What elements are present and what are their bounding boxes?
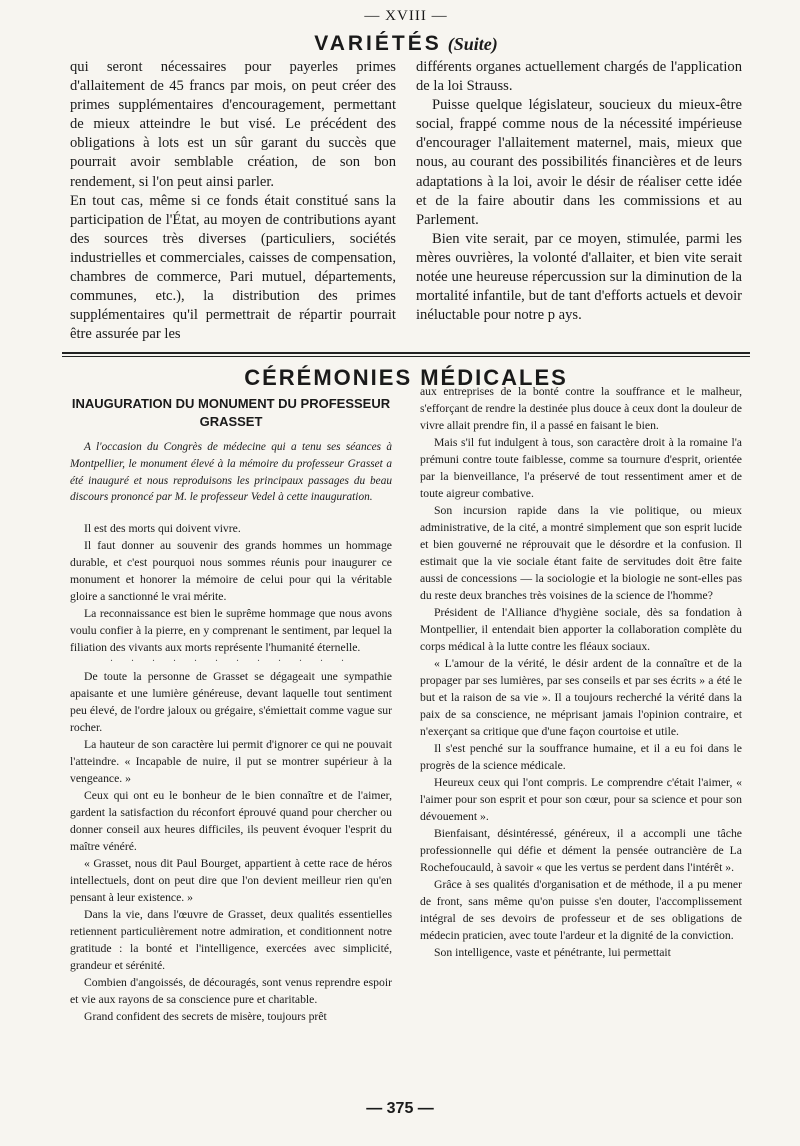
paragraph: Grâce à ses qualités d'organisation et de méthode, il a pu mener de front, sans même qu'on puisse s'en douter, l'accomplissement intégral de ses devoirs de professeur et de ses obligations de médecin praticien, avec toute l'ardeur et la dignité de la conviction.: [420, 878, 742, 943]
paragraph: Bienfaisant, désintéressé, généreux, il a accompli une tâche professionnelle qui défie et dément la pensée outrancière de La Rochefoucauld, à savoir « que les vertus se perdent dans l'intérêt ».: [420, 827, 742, 875]
paragraph: Puisse quelque législateur, soucieux du mieux-être social, frappé comme nous de la nécessité impérieuse d'encourager l'allaitement maternel, mais, mieux que nous, au courant des possibilités financières et de leurs adaptations à la loi, avoir le désir de réaliser cette idée et de la faire aboutir dans les commissions et au Parlement.: [416, 97, 742, 228]
paragraph: Mais s'il fut indulgent à tous, son caractère droit à la romaine l'a prémuni contre toute faiblesse, comme sa tournure d'esprit, orientée par la bienveillance, l'a préservé de tout ressentiment amer et de toute aigreur combative.: [420, 436, 742, 501]
varietes-columns: [70, 58, 742, 344]
paragraph: Dans la vie, dans l'œuvre de Grasset, deux qualités essentielles retiennent particulièrement notre admiration, et conditionnent notre gratitude : la bonté et l'intelligence, exercées avec simplicité, grandeur et sérénité.: [70, 907, 392, 972]
paragraph: En tout cas, même si ce fonds était constitué sans la participation de l'État, au moyen de contributions ayant des sources très diverses (particuliers, sociétés industrielles et commerciales, caisses de compensation, chambres de commerce, Pari mutuel, départements, communes, etc.), la distribution des primes supplémentaires qu'il permettrait de répartir pourrait être assurée par les: [70, 192, 396, 343]
dotted-separator: . . . . . . . . . . . .: [110, 652, 352, 664]
paragraph: Grand confident des secrets de misère, toujours prêt: [84, 1009, 327, 1023]
paragraph: « L'amour de la vérité, le désir ardent de la connaître et de la propager par ses lumières, par ses conseils et par ses écrits » a été le but et la raison de sa vie ». Il a toujours recherché la vérité dans la paix de sa conscience, ne méprisant jamais l'opinion contraire, et n'exerçant sa critique que d'une façon courtoise et utile.: [420, 657, 742, 739]
paragraph: Bien vite serait, par ce moyen, stimulée, parmi les mères ouvrières, la volonté d'allaiter, et bien vite serait notée une heureuse répercussion sur la diminution de la mortalité infantile, but de tant d'efforts actuels et devoir inéluctable pour notre p ays.: [416, 230, 742, 324]
paragraph: De toute la personne de Grasset se dégageait une sympathie apaisante et une lumière généreuse, devant laquelle tout sentiment peu élevé, de l'ordre jaloux ou grégaire, s'émiettait comme vague sur rocher.: [70, 669, 392, 734]
paragraph: différents organes actuellement chargés de l'application de la loi Strauss.: [416, 59, 742, 95]
ceremonies-right-column: [420, 383, 742, 1024]
paragraph: « Grasset, nous dit Paul Bourget, appartient à cette race de héros intellectuels, dont on peut dire que l'on devient meilleur rien qu'en pensant à leur existence. »: [70, 856, 392, 904]
section-suite: (Suite): [447, 34, 498, 54]
varietes-left-column: [70, 58, 396, 344]
paragraph: Son incursion rapide dans la vie politique, ou mieux administrative, de la cité, a montré simplement que son esprit lucide et bien gouverné ne réprouvait que le désordre et la confusion. Il estimait que la vie sociale étant faite de servitudes doit être faite aussi de concessions — la sociologie et la biologie ne sont-elles pas du reste deux branches très voisines de la science de l'homme?: [420, 504, 742, 603]
paragraph: Heureux ceux qui l'ont compris. Le comprendre c'était l'aimer, « l'aimer pour son esprit et pour son cœur, pour sa science et pour son dévouement ».: [420, 776, 742, 824]
paragraph: aux entreprises de la bonté contre la souffrance et le malheur, s'efforçant de rendre la destinée plus douce à ceux dont la douleur de vivre allait prendre fin, il a passé en faisant le bien.: [420, 385, 742, 433]
paragraph: La hauteur de son caractère lui permit d'ignorer ce qui ne pouvait l'atteindre. « Incapable de nuire, il put se montrer supérieur à la vengeance. »: [70, 737, 392, 785]
folio-header: — XVIII —: [364, 8, 448, 24]
section-title: VARIÉTÉS: [314, 32, 442, 55]
paragraph: Il s'est penché sur la souffrance humaine, et il a eu foi dans le progrès de la science médicale.: [420, 742, 742, 773]
paragraph: Combien d'angoissés, de découragés, sont venus reprendre espoir et vie aux rayons de sa conscience pure et charitable.: [70, 975, 392, 1006]
ceremonies-left-column: [70, 395, 392, 1024]
varietes-right-column: [416, 58, 742, 344]
paragraph: Ceux qui ont eu le bonheur de le bien connaître et de l'aimer, gardent la satisfaction du réconfort éprouvé quand pour chercher ou donner conseil aux heures difficiles, ils peuvent évoquer l'esprit du maître vénéré.: [70, 788, 392, 853]
article-intro: A l'occasion du Congrès de médecine qui a tenu ses séances à Montpellier, le monument élevé à la mémoire du professeur Grasset a été inauguré et nous reproduisons les principaux passages du beau discours prononcé par M. le professeur Vedel à cette inauguration.: [70, 441, 392, 504]
section-divider: [62, 352, 750, 357]
paragraph: qui seront nécessaires pour payerles primes d'allaitement de 45 francs par mois, on peut créer des primes supplémentaires d'encouragement, permettant de mieux atteindre le but visé. Le précédent des obligations à lots est un sûr garant du succès que pourrait avoir semblable création, de son bon rendement, si l'on peut ainsi parler.: [70, 59, 396, 190]
article-subtitle: INAUGURATION DU MONUMENT DU PROFESSEUR GRASSET: [71, 396, 391, 430]
paragraph: Il est des morts qui doivent vivre.: [84, 521, 241, 535]
ceremonies-columns: [70, 385, 742, 1024]
paragraph: Il faut donner au souvenir des grands hommes un hommage durable, et c'est pourquoi nous sommes réunis pour inaugurer ce monument et honorer la mémoire de celui pour qui la véritable gloire a sanctionné le vrai mérite.: [70, 538, 392, 603]
ceremonies-title: CÉRÉMONIES MÉDICALES: [244, 365, 568, 391]
paragraph: La reconnaissance est bien le suprême hommage que nous avons voulu confier à la pierre, en y comprenant le sentiment, par lequel la filiation des vivants aux morts représente l'humanité éternelle.: [70, 606, 392, 654]
page-number: — 375 —: [366, 1100, 434, 1117]
paragraph: Président de l'Alliance d'hygiène sociale, dès sa fondation à Montpellier, il entendait bien apporter la collaboration complète du corps médical à la lutte contre les fléaux sociaux.: [420, 606, 742, 654]
paragraph: Son intelligence, vaste et pénétrante, lui permettait: [434, 946, 671, 960]
section-title-varietes: [70, 30, 742, 58]
